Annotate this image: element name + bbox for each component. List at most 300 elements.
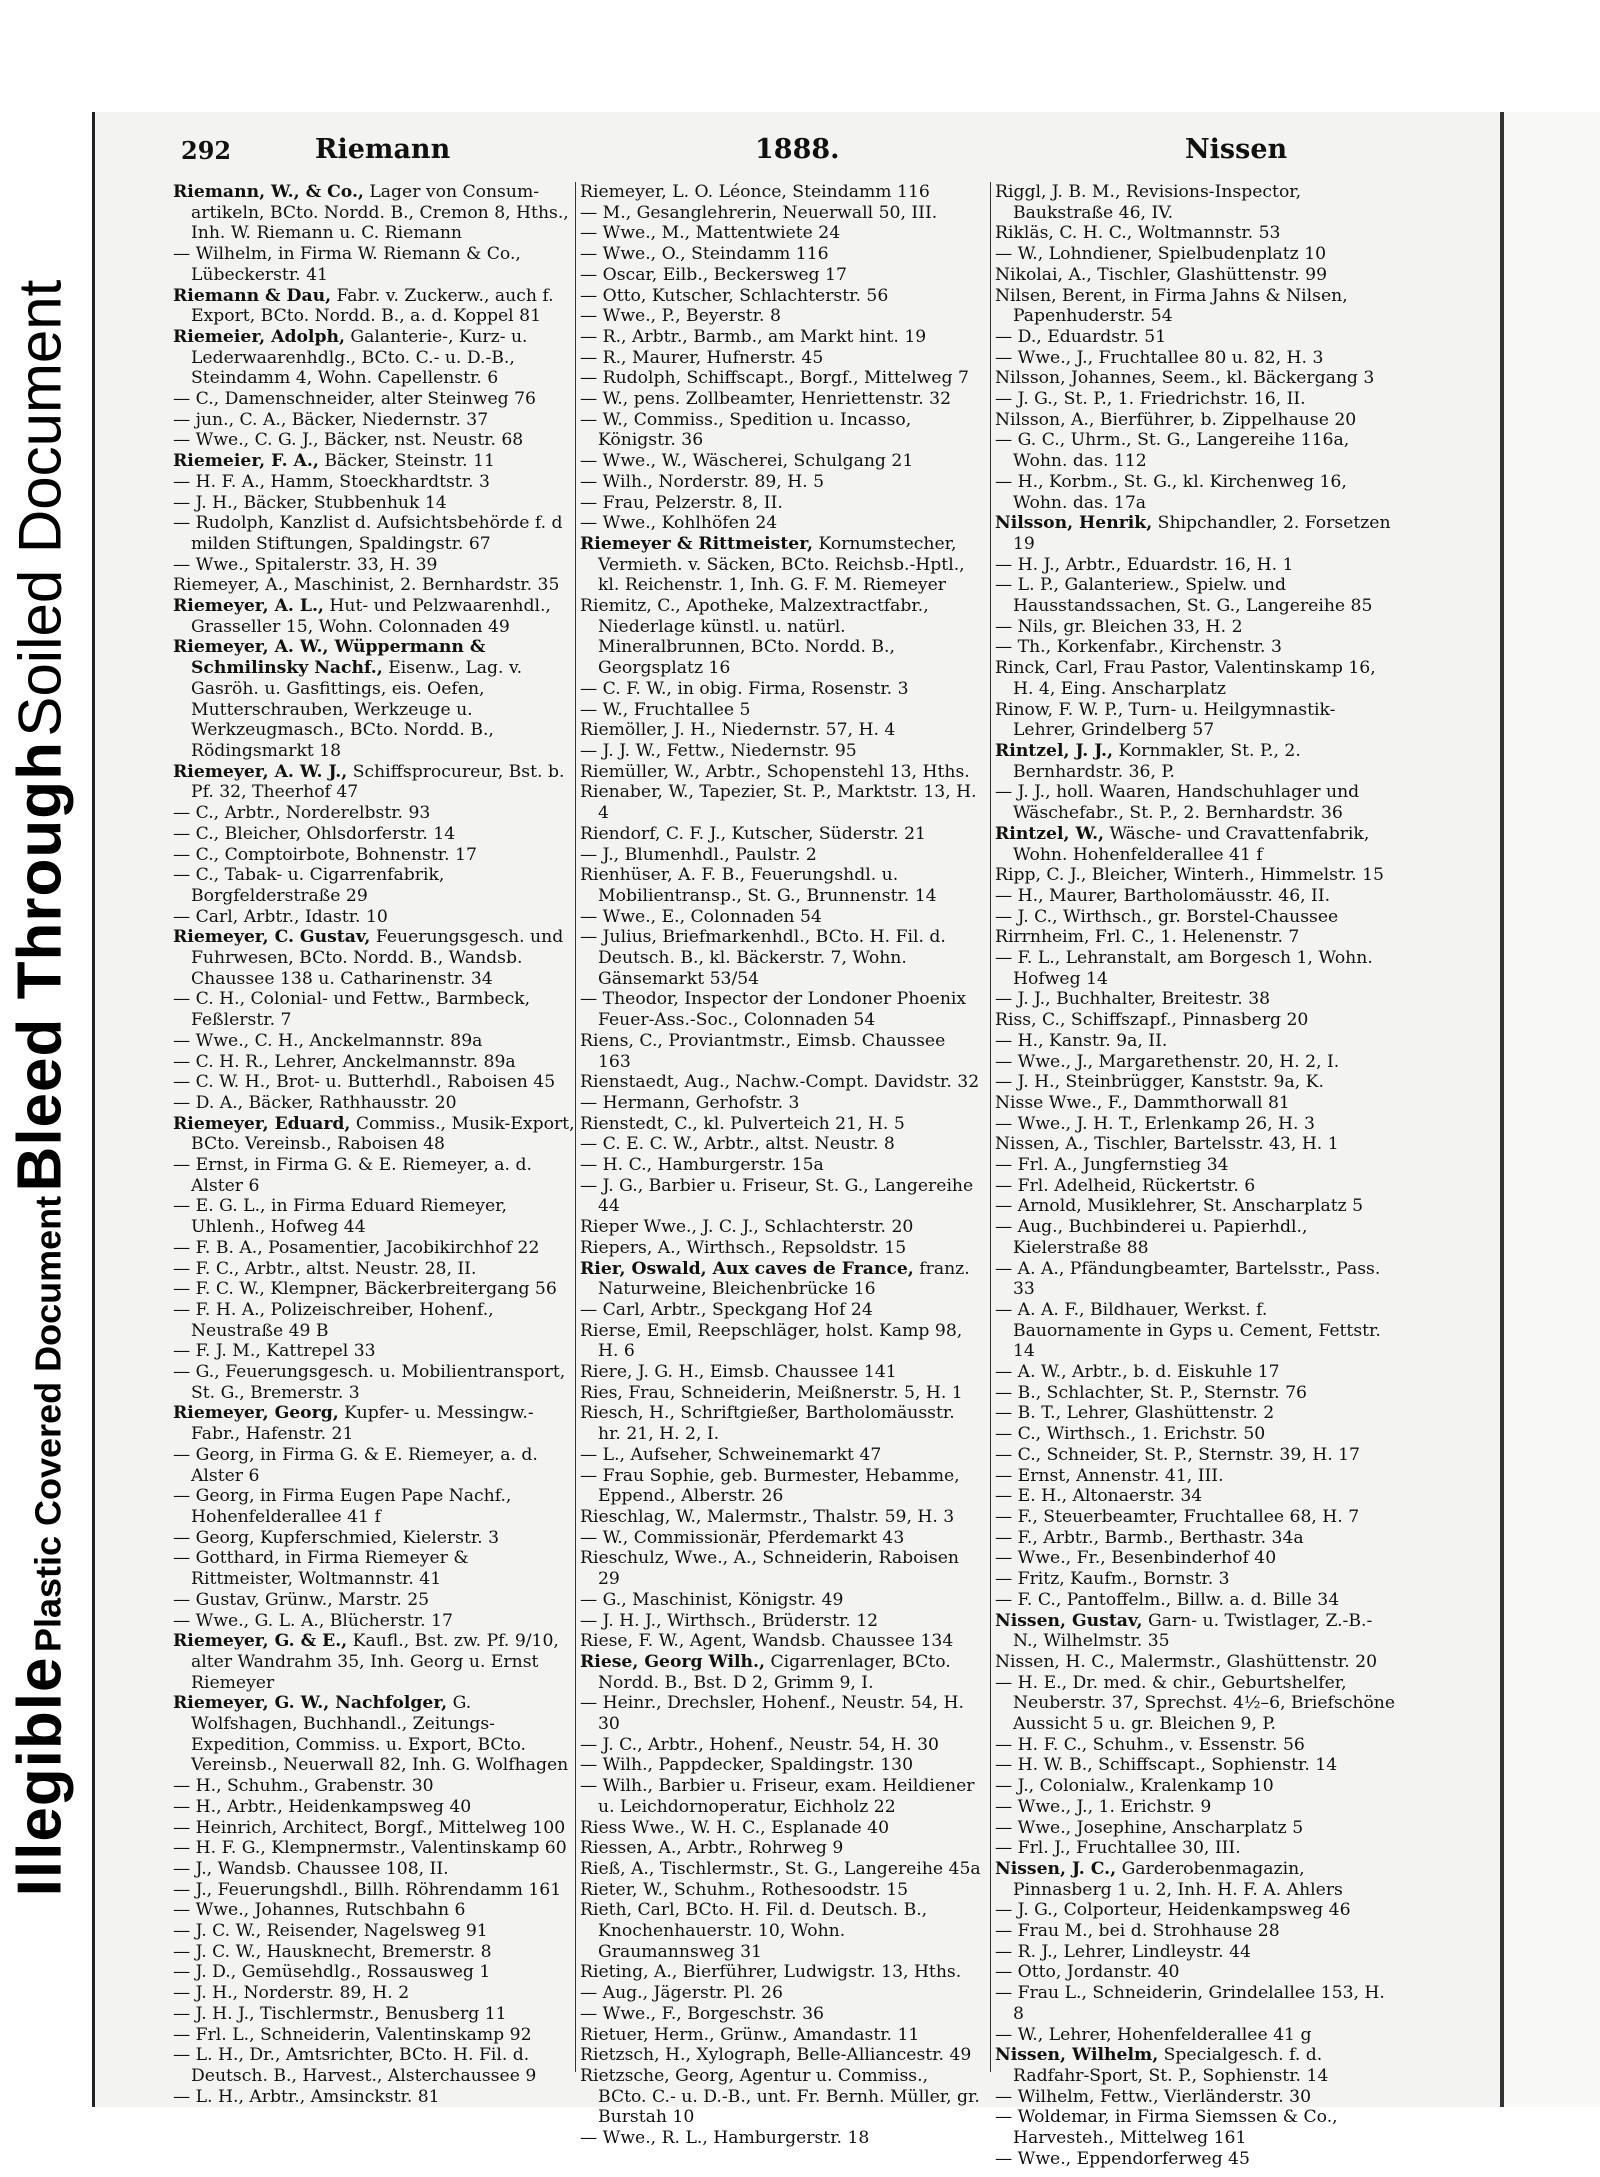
entry-text: Rinow, F. W. P., Turn- u. Heilgymnastik-Lehrer, Grindelberg 57 — [995, 699, 1336, 741]
entry-name-bold: Riemeyer & Rittmeister, — [580, 533, 814, 554]
directory-entry — [173, 2004, 575, 2025]
column-3 — [995, 182, 1397, 2170]
entry-text: Riesch, H., Schriftgießer, Bartholomäusstr. hr. 21, H. 2, I. — [580, 1403, 955, 1445]
directory-entry — [173, 1052, 575, 1073]
directory-entry — [995, 886, 1397, 907]
directory-entry — [995, 1548, 1397, 1569]
entry-text: Riemeyer, L. O. Léonce, Steindamm 116 — [580, 182, 930, 202]
entry-text: Riese, F. W., Agent, Wandsb. Chaussee 134 — [580, 1631, 954, 1652]
directory-entry — [995, 927, 1397, 948]
entry-text: Kornmakler, St. P., 2. Bernhardstr. 36, P. — [1013, 740, 1301, 782]
directory-entry — [580, 907, 982, 928]
entry-text: Rieter, W., Schuhm., Rothesoodstr. 15 — [580, 1879, 909, 1900]
entry-name-bold: Riemeyer, G. W., Nachfolger, — [173, 1693, 448, 1714]
directory-entry — [580, 865, 982, 906]
directory-entry — [173, 1279, 575, 1300]
entry-text: — Woldemar, in Firma Siemssen & Co., Harvesteh., Mittelweg 161 — [995, 2107, 1338, 2149]
directory-entry — [580, 1631, 982, 1652]
directory-entry — [995, 1942, 1397, 1963]
directory-entry — [173, 596, 575, 637]
directory-entry — [580, 1611, 982, 1632]
entry-text: — Gotthard, in Firma Riemeyer & Rittmeister, Woltmannstr. 41 — [173, 1548, 469, 1590]
entry-text: — Wilh., Pappdecker, Spaldingstr. 130 — [580, 1755, 914, 1776]
directory-entry — [580, 265, 982, 286]
entry-text: Rieper Wwe., J. C. J., Schlachterstr. 20 — [580, 1217, 914, 1238]
directory-entry — [173, 555, 575, 576]
entry-text: — R. J., Lehrer, Lindleystr. 44 — [995, 1941, 1251, 1962]
entry-text: — Oscar, Eilb., Beckersweg 17 — [580, 264, 847, 285]
entry-text: Riss, C., Schiffszapf., Pinnasberg 20 — [995, 1010, 1309, 1031]
entry-text: Nissen, H. C., Malermstr., Glashüttenstr. 20 — [995, 1651, 1377, 1672]
entry-text: — W., Lehrer, Hohenfelderallee 41 g — [995, 2024, 1312, 2045]
entry-text: — Frl. J., Fruchtallee 30, III. — [995, 1838, 1241, 1859]
entry-name-bold: Nissen, J. C., — [995, 1858, 1117, 1879]
directory-entry — [580, 1238, 982, 1259]
entry-text: Rirrnheim, Frl. C., 1. Helenenstr. 7 — [995, 927, 1300, 948]
directory-entry — [995, 1652, 1397, 1673]
entry-text: Rieschulz, Wwe., A., Schneiderin, Raboisen 29 — [580, 1548, 959, 1590]
directory-entry — [580, 2066, 982, 2128]
entry-text: — jun., C. A., Bäcker, Niedernstr. 37 — [173, 409, 489, 430]
entry-text: — F., Steuerbeamter, Fruchtallee 68, H. 7 — [995, 1507, 1360, 1527]
directory-entry — [995, 948, 1397, 989]
directory-entry — [173, 1776, 575, 1797]
directory-entry — [580, 1735, 982, 1756]
directory-entry — [580, 203, 982, 224]
directory-entry — [173, 1031, 575, 1052]
directory-entry — [580, 741, 982, 762]
directory-entry — [580, 1217, 982, 1238]
entry-text: — J. G., St. P., 1. Friedrichstr. 16, II. — [995, 389, 1306, 410]
entry-text: — F. C., Pantoffelm., Billw. a. d. Bille 34 — [995, 1589, 1340, 1610]
entry-name-bold: Riemeier, F. A., — [173, 451, 319, 472]
column-1 — [173, 182, 575, 2107]
entry-text: — Wwe., G. L. A., Blücherstr. 17 — [173, 1610, 453, 1631]
directory-entry — [580, 1321, 982, 1362]
entry-text: Lager von Consum-artikeln, BCto. Nordd. B., Cremon 8, Hths., Inh. W. Riemann u. C. Riemann — [191, 182, 569, 244]
entry-text: — J. H. J., Wirthsch., Brüderstr. 12 — [580, 1610, 879, 1631]
directory-entry — [173, 1693, 575, 1776]
directory-entry — [995, 1052, 1397, 1073]
directory-entry — [580, 1693, 982, 1734]
entry-text: — J. C. W., Hausknecht, Bremerstr. 8 — [173, 1941, 492, 1962]
entry-text: Riessen, A., Arbtr., Rohrweg 9 — [580, 1838, 844, 1859]
directory-entry — [173, 1548, 575, 1589]
entry-text: — J. H., Steinbrügger, Kanststr. 9a, K. — [995, 1072, 1324, 1093]
entry-text: — D. A., Bäcker, Rathhausstr. 20 — [173, 1092, 457, 1113]
directory-entry — [173, 1093, 575, 1114]
entry-text: Rietzsch, H., Xylograph, Belle-Alliancestr. 49 — [580, 2045, 972, 2066]
entry-text: Ripp, C. J., Bleicher, Winterh., Himmelstr. 15 — [995, 865, 1384, 886]
entry-text: franz. Naturweine, Bleichenbrücke 16 — [598, 1258, 970, 1300]
entry-text: — Ernst, Annenstr. 41, III. — [995, 1465, 1224, 1486]
directory-entry — [173, 1818, 575, 1839]
entry-text: — Wilh., Norderstr. 89, H. 5 — [580, 471, 825, 492]
entry-text: — Nils, gr. Bleichen 33, H. 2 — [995, 616, 1243, 637]
entry-text: — J. H., Norderstr. 89, H. 2 — [173, 1983, 410, 2004]
entry-text: — Wwe., C. H., Anckelmannstr. 89a — [173, 1030, 483, 1051]
entry-text: — R., Arbtr., Barmb., am Markt hint. 19 — [580, 326, 927, 347]
entry-text: Riess Wwe., W. H. C., Esplanade 40 — [580, 1817, 890, 1838]
entry-text: — Fritz, Kaufm., Bornstr. 3 — [995, 1569, 1230, 1590]
directory-entry — [995, 1010, 1397, 1031]
entry-text: — B. T., Lehrer, Glashüttenstr. 2 — [995, 1403, 1275, 1424]
entry-text: G. Wolfshagen, Buchhandl., Zeitungs-Expedition, Commiss. u. Export, BCto. Vereinsb., Neuerwall 82, Inh. G. Wolfhagen — [191, 1693, 569, 1776]
directory-entry — [995, 1134, 1397, 1155]
directory-entry — [580, 451, 982, 472]
entry-text: — J. C., Arbtr., Hohenf., Neustr. 54, H. 30 — [580, 1734, 939, 1755]
entry-text: — L. P., Galanteriew., Spielw. und Hausstandssachen, St. G., Langereihe 85 — [995, 575, 1373, 617]
directory-entry — [580, 327, 982, 348]
directory-entry — [580, 1983, 982, 2004]
directory-entry — [580, 1134, 982, 1155]
entry-text: Commiss., Musik-Export, BCto. Vereinsb., Raboisen 48 — [191, 1113, 575, 1155]
directory-entry — [173, 1155, 575, 1196]
entry-text: — Frau L., Schneiderin, Grindelallee 153, H. 8 — [995, 1983, 1385, 2024]
entry-text: Rienaber, W., Tapezier, St. P., Marktstr. 13, H. 4 — [580, 782, 977, 824]
entry-text: — W., pens. Zollbeamter, Henriettenstr. 32 — [580, 389, 952, 410]
directory-entry — [173, 389, 575, 410]
entry-text: — Otto, Jordanstr. 40 — [995, 1962, 1180, 1983]
entry-text: Eisenw., Lag. v. Gasröh. u. Gasfittings, eis. Oefen, Mutterschrauben, Werkzeuge u. Werkzeugmasch., BCto. Nordd. B., Rödingsmarkt 18 — [191, 658, 523, 761]
entry-text: — W., Commissionär, Pferdemarkt 43 — [580, 1527, 905, 1548]
entry-text: Rienstedt, C., kl. Pulverteich 21, H. 5 — [580, 1113, 905, 1134]
entry-text: — Wwe., R. L., Hamburgerstr. 18 — [580, 2128, 870, 2149]
directory-entry — [995, 658, 1397, 699]
header-left-word: Riemann — [315, 134, 451, 165]
entry-text: — F. J. M., Kattrepel 33 — [173, 1341, 376, 1362]
directory-entry — [580, 348, 982, 369]
entry-text: — C., Bleicher, Ohlsdorferstr. 14 — [173, 823, 456, 844]
entry-text: Garderobenmagazin, Pinnasberg 1 u. 2, Inh. H. F. A. Ahlers — [1013, 1858, 1343, 1900]
page-header — [95, 134, 1505, 174]
directory-entry — [580, 679, 982, 700]
directory-entry — [580, 410, 982, 451]
entry-text: — H., Schuhm., Grabenstr. 30 — [173, 1776, 434, 1797]
directory-entry — [580, 596, 982, 679]
directory-entry — [173, 286, 575, 327]
entry-text: — H. F. G., Klempnermstr., Valentinskamp 60 — [173, 1838, 567, 1859]
directory-entry — [580, 493, 982, 514]
entry-text: — J., Wandsb. Chaussee 108, II. — [173, 1858, 449, 1879]
entry-text: Riendorf, C. F. J., Kutscher, Süderstr. 21 — [580, 823, 926, 844]
directory-entry — [173, 1611, 575, 1632]
directory-entry — [995, 430, 1397, 471]
directory-entry — [173, 182, 575, 244]
directory-entry — [995, 1673, 1397, 1735]
column-2 — [580, 182, 982, 2149]
entry-text: Rieß, A., Tischlermstr., St. G., Langereihe 45a — [580, 1858, 981, 1879]
directory-entry — [580, 1445, 982, 1466]
directory-entry — [995, 472, 1397, 513]
entry-text: Nilsson, Johannes, Seem., kl. Bäckergang 3 — [995, 368, 1375, 389]
directory-entry — [173, 430, 575, 451]
directory-entry — [995, 368, 1397, 389]
entry-text: — F. H. A., Polizeischreiber, Hohenf., Neustraße 49 B — [173, 1299, 494, 1341]
directory-entry — [580, 1548, 982, 1589]
directory-entry — [995, 1300, 1397, 1362]
directory-entry — [173, 1403, 575, 1444]
entry-text: Rieschlag, W., Malermstr., Thalstr. 59, H. 3 — [580, 1507, 955, 1527]
entry-text: Hut- und Pelzwaarenhdl., Grasseller 15, Wohn. Colonnaden 49 — [191, 596, 551, 637]
directory-entry — [173, 1196, 575, 1237]
entry-text: — Wwe., Eppendorferweg 45 — [995, 2148, 1250, 2169]
directory-entry — [995, 1838, 1397, 1859]
directory-entry — [580, 1362, 982, 1383]
entry-text: — J., Feuerungshdl., Billh. Röhrendamm 161 — [173, 1879, 562, 1900]
directory-entry — [580, 1818, 982, 1839]
directory-entry — [173, 1983, 575, 2004]
directory-entry — [173, 845, 575, 866]
entry-text: — H. J., Arbtr., Eduardstr. 16, H. 1 — [995, 554, 1294, 575]
directory-entry — [580, 306, 982, 327]
entry-text: — Frl. L., Schneiderin, Valentinskamp 92 — [173, 2024, 532, 2045]
directory-entry — [995, 244, 1397, 265]
entry-text: — C., Tabak- u. Cigarrenfabrik, Borgfelderstraße 29 — [173, 865, 445, 906]
directory-entry — [995, 1445, 1397, 1466]
entry-text: — Rudolph, Schiffscapt., Borgf., Mittelweg 7 — [580, 368, 969, 389]
entry-text: Rinck, Carl, Frau Pastor, Valentinskamp 16, H. 4, Eing. Anscharplatz — [995, 658, 1376, 699]
entry-name-bold: Rintzel, W., — [995, 823, 1105, 844]
entry-text: — Rudolph, Kanzlist d. Aufsichtsbehörde f. d milden Stiftungen, Spaldingstr. 67 — [173, 513, 563, 554]
directory-entry — [580, 368, 982, 389]
entry-text: — A. W., Arbtr., b. d. Eiskuhle 17 — [995, 1362, 1280, 1383]
directory-entry — [580, 2128, 982, 2149]
directory-entry — [173, 865, 575, 906]
directory-entry — [995, 575, 1397, 616]
entry-text: — E. H., Altonaerstr. 34 — [995, 1486, 1203, 1507]
directory-entry — [995, 824, 1397, 865]
entry-name-bold: Riemann & Dau, — [173, 285, 332, 306]
directory-entry — [580, 927, 982, 989]
entry-text: — L. H., Dr., Amtsrichter, BCto. H. Fil. d. Deutsch. B., Harvest., Alsterchaussee 9 — [173, 2045, 537, 2086]
entry-text: Specialgesch. f. d. Radfahr-Sport, St. P., Sophienstr. 14 — [1013, 2045, 1329, 2086]
entry-text: — L., Aufseher, Schweinemarkt 47 — [580, 1444, 882, 1465]
entry-text: — H., Korbm., St. G., kl. Kirchenweg 16, Wohn. das. 17a — [995, 471, 1347, 513]
entry-text: — Wwe., Kohlhöfen 24 — [580, 513, 778, 534]
directory-entry — [995, 182, 1397, 223]
directory-entry — [580, 286, 982, 307]
column-divider — [990, 182, 991, 2072]
entry-text: Riggl, J. B. M., Revisions-Inspector, Baukstraße 46, IV. — [995, 182, 1302, 223]
directory-entry — [995, 2149, 1397, 2170]
entry-text: Kaufl., Bst. zw. Pf. 9/10, alter Wandrahm 35, Inh. Georg u. Ernst Riemeyer — [191, 1631, 559, 1693]
directory-entry — [580, 1776, 982, 1817]
directory-entry — [173, 1114, 575, 1155]
entry-name-bold: Riemann, W., & Co., — [173, 182, 364, 202]
entry-text: — D., Eduardstr. 51 — [995, 326, 1167, 347]
entry-text: — E. G. L., in Firma Eduard Riemeyer, Uhlenh., Hofweg 44 — [173, 1196, 507, 1238]
entry-text: — W., Lohndiener, Spielbudenplatz 10 — [995, 244, 1327, 265]
entry-text: — Wwe., Spitalerstr. 33, H. 39 — [173, 554, 438, 575]
entry-text: — Wwe., M., Mattentwiete 24 — [580, 223, 841, 244]
entry-name-bold: Riemeyer, Eduard, — [173, 1113, 351, 1134]
directory-entry — [173, 1797, 575, 1818]
adjacent-page-edge — [1500, 112, 1600, 2107]
header-year: 1888. — [755, 134, 840, 165]
directory-entry — [995, 1569, 1397, 1590]
entry-text: Nissen, A., Tischler, Bartelsstr. 43, H. 1 — [995, 1134, 1339, 1155]
entry-text: — J. D., Gemüsehdlg., Rossausweg 1 — [173, 1962, 491, 1983]
entry-text: — Ernst, in Firma G. & E. Riemeyer, a. d. Alster 6 — [173, 1155, 532, 1196]
directory-entry — [995, 389, 1397, 410]
entry-text: — Frau M., bei d. Strohhause 28 — [995, 1921, 1280, 1942]
directory-entry — [995, 1486, 1397, 1507]
directory-entry — [580, 700, 982, 721]
directory-entry — [580, 1176, 982, 1217]
entry-text: — Georg, in Firma Eugen Pape Nachf., Hohenfelderallee 41 f — [173, 1486, 512, 1527]
directory-entry — [580, 1900, 982, 1962]
entry-text: — Wwe., P., Beyerstr. 8 — [580, 306, 781, 327]
directory-entry — [995, 1466, 1397, 1487]
directory-entry — [995, 989, 1397, 1010]
entry-text: Riepers, A., Wirthsch., Repsoldstr. 15 — [580, 1237, 907, 1258]
directory-entry — [995, 348, 1397, 369]
entry-text: — R., Maurer, Hufnerstr. 45 — [580, 347, 824, 368]
entry-name-bold: Rintzel, J. J., — [995, 740, 1113, 761]
entry-text: — Wwe., F., Borgeschstr. 36 — [580, 2003, 824, 2024]
directory-entry — [995, 1900, 1397, 1921]
directory-entry — [173, 1341, 575, 1362]
entry-text: — M., Gesanglehrerin, Neuerwall 50, III. — [580, 202, 938, 223]
directory-entry — [995, 1859, 1397, 1900]
directory-entry — [995, 2087, 1397, 2108]
directory-entry — [580, 1403, 982, 1444]
entry-text: Kupfer- u. Messingw.-Fabr., Hafenstr. 21 — [191, 1403, 534, 1445]
directory-entry — [995, 1176, 1397, 1197]
directory-entry — [580, 2045, 982, 2066]
directory-entry — [995, 1093, 1397, 1114]
entry-text: — C. F. W., in obig. Firma, Rosenstr. 3 — [580, 678, 909, 699]
directory-entry — [173, 493, 575, 514]
directory-entry — [173, 1072, 575, 1093]
entry-text: Cigarrenlager, BCto. Nordd. B., Bst. D 2, Grimm 9, I. — [598, 1651, 951, 1693]
entry-text: — Frau Sophie, geb. Burmester, Hebamme, Eppend., Alberstr. 26 — [580, 1465, 960, 1507]
directory-entry — [995, 1755, 1397, 1776]
entry-text: — C., Arbtr., Norderelbstr. 93 — [173, 803, 431, 824]
entry-text: — J. H., Bäcker, Stubbenhuk 14 — [173, 492, 447, 513]
directory-page — [92, 112, 1505, 2169]
entry-name-bold: Riemeyer, A. L., — [173, 596, 324, 617]
directory-entry — [173, 1859, 575, 1880]
entry-text: Rietzsche, Georg, Agentur u. Commiss., BCto. C.- u. D.-B., unt. Fr. Bernh. Müller, gr. Burstah 10 — [580, 2065, 980, 2128]
entry-text: — Carl, Arbtr., Idastr. 10 — [173, 906, 388, 927]
side-annotation — [0, 0, 80, 2177]
directory-entry — [580, 1652, 982, 1693]
directory-entry — [580, 989, 982, 1030]
entry-name-bold: Riemeyer, C. Gustav, — [173, 927, 371, 948]
entry-text: — Frau, Pelzerstr. 8, II. — [580, 492, 783, 513]
directory-entry — [995, 2045, 1397, 2086]
entry-text: — H., Kanstr. 9a, II. — [995, 1030, 1168, 1051]
directory-entry — [995, 410, 1397, 431]
directory-entry — [580, 389, 982, 410]
entry-text: — C., Damenschneider, alter Steinweg 76 — [173, 389, 536, 410]
directory-entry — [580, 1031, 982, 1072]
entry-text: Nilsen, Berent, in Firma Jahns & Nilsen, Papenhuderstr. 54 — [995, 285, 1348, 327]
entry-text: Kornumstecher, Vermieth. v. Säcken, BCto. Reichsb.-Hptl., kl. Reichenstr. 1, Inh. G. F. M. Riemeyer — [598, 533, 965, 596]
entry-text: — J. H. J., Tischlermstr., Benusberg 11 — [173, 2003, 507, 2024]
entry-text: Nisse Wwe., F., Dammthorwall 81 — [995, 1092, 1290, 1113]
entry-text: Garn- u. Twistlager, Z.-B.-N., Wilhelmstr. 35 — [1013, 1610, 1373, 1652]
entry-text: — Theodor, Inspector der Londoner Phoenix Feuer-Ass.-Soc., Colonnaden 54 — [580, 989, 967, 1031]
label-bleed-through: Bleed Through — [5, 741, 75, 1192]
directory-entry — [173, 824, 575, 845]
directory-entry — [173, 1362, 575, 1403]
entry-text: — J. J. W., Fettw., Niedernstr. 95 — [580, 740, 857, 761]
directory-entry — [580, 472, 982, 493]
directory-entry — [173, 1259, 575, 1280]
directory-entry — [580, 1838, 982, 1859]
directory-entry — [580, 513, 982, 534]
directory-entry — [995, 2025, 1397, 2046]
entry-text: — Arnold, Musiklehrer, St. Anscharplatz 5 — [995, 1196, 1364, 1217]
directory-entry — [580, 1507, 982, 1528]
directory-entry — [995, 513, 1397, 554]
directory-entry — [580, 2004, 982, 2025]
entry-text: Wäsche- und Cravattenfabrik, Wohn. Hohenfelderallee 41 f — [1013, 823, 1370, 865]
entry-name-bold: Riese, Georg Wilh., — [580, 1651, 765, 1672]
directory-entry — [995, 1611, 1397, 1652]
entry-text: — Georg, in Firma G. & E. Riemeyer, a. d. Alster 6 — [173, 1444, 538, 1486]
entry-text: — Wilhelm, Fettw., Vierländerstr. 30 — [995, 2086, 1312, 2107]
directory-entry — [995, 1528, 1397, 1549]
entry-text: — J., Blumenhdl., Paulstr. 2 — [580, 844, 817, 865]
entry-text: Nilsson, A., Bierführer, b. Zippelhause 20 — [995, 409, 1357, 430]
directory-entry — [995, 1818, 1397, 1839]
directory-entry — [995, 327, 1397, 348]
directory-entry — [580, 1114, 982, 1135]
entry-text: — F. B. A., Posamentier, Jacobikirchhof 22 — [173, 1237, 540, 1258]
entry-text: — H. W. B., Schiffscapt., Sophienstr. 14 — [995, 1755, 1338, 1776]
entry-text: Schiffsprocureur, Bst. b. Pf. 32, Theerhof 47 — [191, 761, 565, 803]
directory-entry — [995, 1403, 1397, 1424]
directory-entry — [173, 1528, 575, 1549]
entry-text: Shipchandler, 2. Forsetzen 19 — [1013, 513, 1391, 554]
directory-entry — [580, 1072, 982, 1093]
directory-entry — [173, 1838, 575, 1859]
directory-entry — [580, 1093, 982, 1114]
entry-text: — H., Arbtr., Heidenkampsweg 40 — [173, 1796, 472, 1817]
directory-entry — [173, 803, 575, 824]
directory-entry — [173, 1900, 575, 1921]
directory-entry — [580, 782, 982, 823]
directory-entry — [580, 1300, 982, 1321]
label-plastic-covered: Plastic Covered Document — [27, 1195, 69, 1653]
entry-text: — G., Feuerungsgesch. u. Mobilientransport, St. G., Bremerstr. 3 — [173, 1362, 566, 1403]
directory-entry — [173, 327, 575, 389]
entry-text: — Wwe., O., Steindamm 116 — [580, 244, 829, 265]
entry-text: — J. J., holl. Waaren, Handschuhlager und Wäschefabr., St. P., 2. Bernhardstr. 36 — [995, 782, 1360, 824]
label-illegible: Illegible — [5, 1656, 75, 1897]
directory-entry — [173, 1238, 575, 1259]
directory-entry — [173, 1300, 575, 1341]
entry-text: Feuerungsgesch. und Fuhrwesen, BCto. Nordd. B., Wandsb. Chaussee 138 u. Catharinenstr. 34 — [191, 927, 564, 989]
entry-text: Fabr. v. Zuckerw., auch f. Export, BCto. Nordd. B., a. d. Koppel 81 — [191, 285, 554, 327]
directory-entry — [580, 182, 982, 203]
entry-text: — C. W. H., Brot- u. Butterhdl., Raboisen 45 — [173, 1072, 556, 1093]
directory-entry — [995, 1921, 1397, 1942]
directory-entry — [580, 1590, 982, 1611]
directory-entry — [173, 2025, 575, 2046]
entry-text: — B., Schlachter, St. P., Sternstr. 76 — [995, 1382, 1307, 1403]
entry-text: — Georg, Kupferschmied, Kielerstr. 3 — [173, 1527, 500, 1548]
directory-entry — [995, 1590, 1397, 1611]
entry-text: — G. C., Uhrm., St. G., Langereihe 116a, Wohn. das. 112 — [995, 430, 1350, 472]
directory-entry — [995, 1031, 1397, 1052]
directory-entry — [995, 1196, 1397, 1217]
entry-text: — Wwe., Fr., Besenbinderhof 40 — [995, 1548, 1277, 1569]
